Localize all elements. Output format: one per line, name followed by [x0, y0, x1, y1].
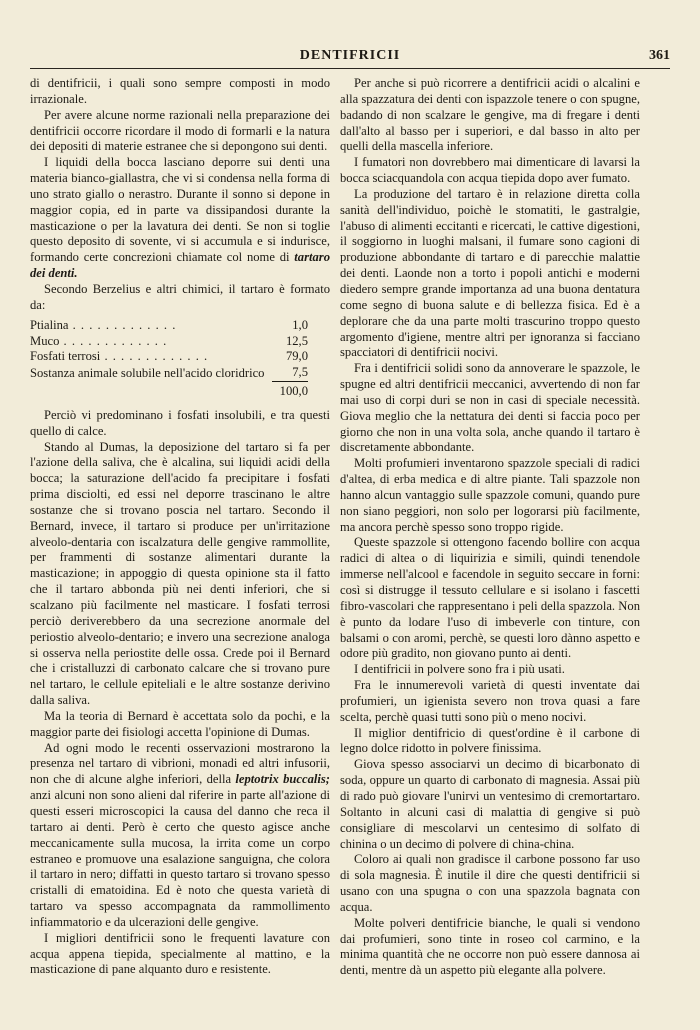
- paragraph-text: anzi alcuni non sono alieni dal riferire in parte all'azione di questi esseri microscopici la causa del danno che reca il tartaro ai denti. Però è certo che questo agisce anche meccanicamente sulla mucosa, la irrita come un corpo estraneo e promuove una esalazione sanguigna, che colora il tartaro in nero; diffatti in questo tartaro si trovano spesso cristalli di ematoidina. Ed è noto che questa varietà di tartaro va spesso accompagnata da rammollimento infiammatorio e da ulcerazioni delle gengive.: [30, 788, 330, 929]
- paragraph: Fra le innumerevoli varietà di questi inventate dai profumieri, un igienista severo non trova quasi a fare scelta, perchè quasi tutti sono più o meno nocivi.: [340, 678, 640, 724]
- component-value: 79,0: [285, 349, 308, 364]
- component-value: 1,0: [292, 317, 308, 332]
- paragraph: Fra i dentifricii solidi sono da annoverare le spazzole, le spugne ed altri dentifricii meccanici, avvertendo di non far mai uso di corpi duri se non in casi di speciale necessità. Giova meglio che la nettatura dei denti si faccia poco per giorno che non in una volta sola, anche quando il tartaro è discretamente abbondante.: [340, 361, 640, 455]
- paragraph: Secondo Berzelius e altri chimici, il tartaro è formato da:: [30, 281, 330, 312]
- paragraph: Coloro ai quali non gradisce il carbone possono far uso di sola magnesia. È inutile il dire che questi dentifricii si usano con una spugna o con una spazzola bagnata con acqua.: [340, 852, 640, 914]
- page-number: 361: [649, 48, 670, 63]
- paragraph: Ma la teoria di Bernard è accettata solo da pochi, e la maggior parte dei fisiologi accetta l'opinione di Dumas.: [30, 708, 330, 739]
- paragraph: Per anche si può ricorrere a dentifricii acidi o alcalini e alla spazzatura dei denti con ispazzole tenere o con spugne, badando di non scalzare le gengive, ma di fregare i denti dall'alto al basso per i superiori, e dal basso in alto per quelli della mascella inferiore.: [340, 76, 640, 154]
- component-value: 12,5: [285, 333, 308, 348]
- paragraph: I fumatori non dovrebbero mai dimenticare di lavarsi la bocca sciacquandola con acqua tiepida dopo aver fumato.: [340, 155, 640, 186]
- table-total-row: [30, 382, 308, 400]
- paragraph: Giova spesso associarvi un decimo di bicarbonato di soda, oppure un quarto di carbonato di magnesia. Assai più di rado può giovare l'unirvi un ventesimo di cremortartaro. Soltanto in alcuni casi di malattia di gengive si può consigliare di mescolarvi un centesimo di solfato di chinina o un decimo di polvere di china-china.: [340, 757, 640, 851]
- total-spacer: [30, 382, 272, 400]
- paragraph: I dentifricii in polvere sono fra i più usati.: [354, 662, 565, 677]
- paragraph: La produzione del tartaro è in relazione diretta colla sanità dell'individuo, poichè le stomatiti, le gastralgie, l'abuso di alimenti eccitanti e ricercati, le cattive digestioni, il soggiorno in luoghi malsani, il fumare sono cagioni di produzione abbondante di tartaro e di parecchie malattie dei denti. Laonde non a torto i popoli antichi e moderni diedero sempre grande importanza ad una buona dentatura come segno di buona salute e di bellezza fisica. Ed è a deplorare che da una parte molti trascurino troppo questo argomento d'igiene, mentre altri per ignoranza si facciano spacciatori di dentifricii nocivi.: [340, 186, 640, 360]
- paragraph: Il miglior dentifricio di quest'ordine è il carbone di legno dolce ridotto in polvere finissima.: [340, 725, 640, 756]
- composition-table: [30, 318, 308, 400]
- paragraph: Queste spazzole si ottengono facendo bollire con acqua radici di altea o di liquirizia e simili, quindi tenendole immerse nell'alcool e facendole in seguito seccare in forni: così si distrugge il tessuto cellulare e si isolano i fascetti fibro-vascolari che rappresentano i peli della spazzola. Non è punto da lodare l'uso di imbeverle con tinture, con balsami o con aromi, perchè, se questi loro dànno aspetto e odore più gradito, non giovano punto ai denti.: [340, 535, 640, 661]
- paragraph: [30, 741, 330, 931]
- table-row: [30, 318, 308, 334]
- paragraph: [30, 155, 330, 282]
- right-column: [340, 76, 640, 979]
- table-row: [30, 365, 308, 381]
- paragraph: Molte polveri dentifricie bianche, le quali si vendono dai profumieri, sono tinte in roseo col carmino, e la minima quantità che ne occorre non può essere dannosa ai denti, mentre dà un aspetto più elegante alla polvere.: [340, 915, 640, 978]
- paragraph: Perciò vi predominano i fosfati insolubili, e tra questi quello di calce.: [30, 407, 330, 438]
- paragraph: Molti profumieri inventarono spazzole speciali di radici d'altea, di erba medica e di altre piante. Tali spazzole non hanno alcun vantaggio sulle spazzole comuni, quando pure non siano peggiori, non solo per logorarsi più facilmente, ma ancora perchè spesso sono troppo rigide.: [340, 456, 640, 534]
- paragraph-text: I liquidi della bocca lasciano deporre sui denti una materia bianco-giallastra, che vi si condensa nella forma di uno strato giallo o nerastro. Durante il sonno si depone in maggior copia, ed in parte va dissipandosi durante la masticazione o per la lavatura dei denti. Se non si toglie questo deposito di sovente, vi si accumula e si indurisce, formando certe concrezioni chiamate col nome di: [30, 155, 330, 265]
- emphasis-term: tartaro dei denti.: [30, 250, 330, 281]
- table-row: [30, 334, 308, 350]
- table-row: [30, 349, 308, 365]
- emphasis-term: leptotrix buccalis;: [235, 772, 330, 787]
- component-name: Muco . . .: [30, 334, 272, 350]
- component-name: Fosfati terrosi . . .: [30, 349, 272, 365]
- paragraph: I migliori dentifricii sono le frequenti lavature con acqua appena tiepida, specialmente al mattino, e la masticazione di pane alquanto duro e resistente.: [30, 930, 330, 977]
- component-value: 7,5: [292, 365, 308, 380]
- paragraph-text: Ad ogni modo le recenti osservazioni mostrarono la presenza nel tartaro di vibrioni, monadi ed altri infusorii, non che di alcune alghe inferiori, della: [30, 740, 330, 787]
- page-header: [30, 48, 670, 69]
- left-column: [30, 76, 330, 978]
- table-total: 100,0: [272, 382, 308, 400]
- running-title: DENTIFRICII: [299, 48, 401, 63]
- paragraph: Stando al Dumas, la deposizione del tartaro si fa per l'azione della saliva, che è alcalina, sui liquidi acidi della bocca; la saturazione dell'acido fa precipitare i fosfati prima disciolti, ed essi nel deporre trascinano le altre sostanze che si trovano poscia nel tartaro. Secondo il Bernard, invece, il tartaro si produce per un'irritazione alveolo-dentaria con iscalzatura delle gengive rammollite, per frammenti di sostanze alimentari durante la masticazione; in appoggio di questa opinione sta il fatto che il tartaro abbonda più nei denti inferiori, che si scalzano più facilmente nel masticare. I fosfati terrosi perciò deriverebbero da una secrezione anormale del periostio alveolo-dentario; e invero una secrezione analoga si osserva nella periostite delle ossa. Crede poi il Bernard che i cristalluzzi di carbonato calcare che si trovano pure nel tartaro, le cellule epiteliali e le altre sostanze derivino dalla saliva.: [30, 439, 330, 708]
- paragraph: di dentifricii, i quali sono sempre composti in modo irrazionale.: [30, 76, 330, 106]
- paragraph: Per avere alcune norme razionali nella preparazione dei dentifricii occorre ricordare il modo di formarli e la natura dei depositi di materie estranee che si depongono sui denti.: [30, 107, 330, 154]
- component-name: Sostanza animale solubile nell'acido cloridrico: [30, 365, 265, 380]
- component-name: Ptialina . . .: [30, 318, 272, 334]
